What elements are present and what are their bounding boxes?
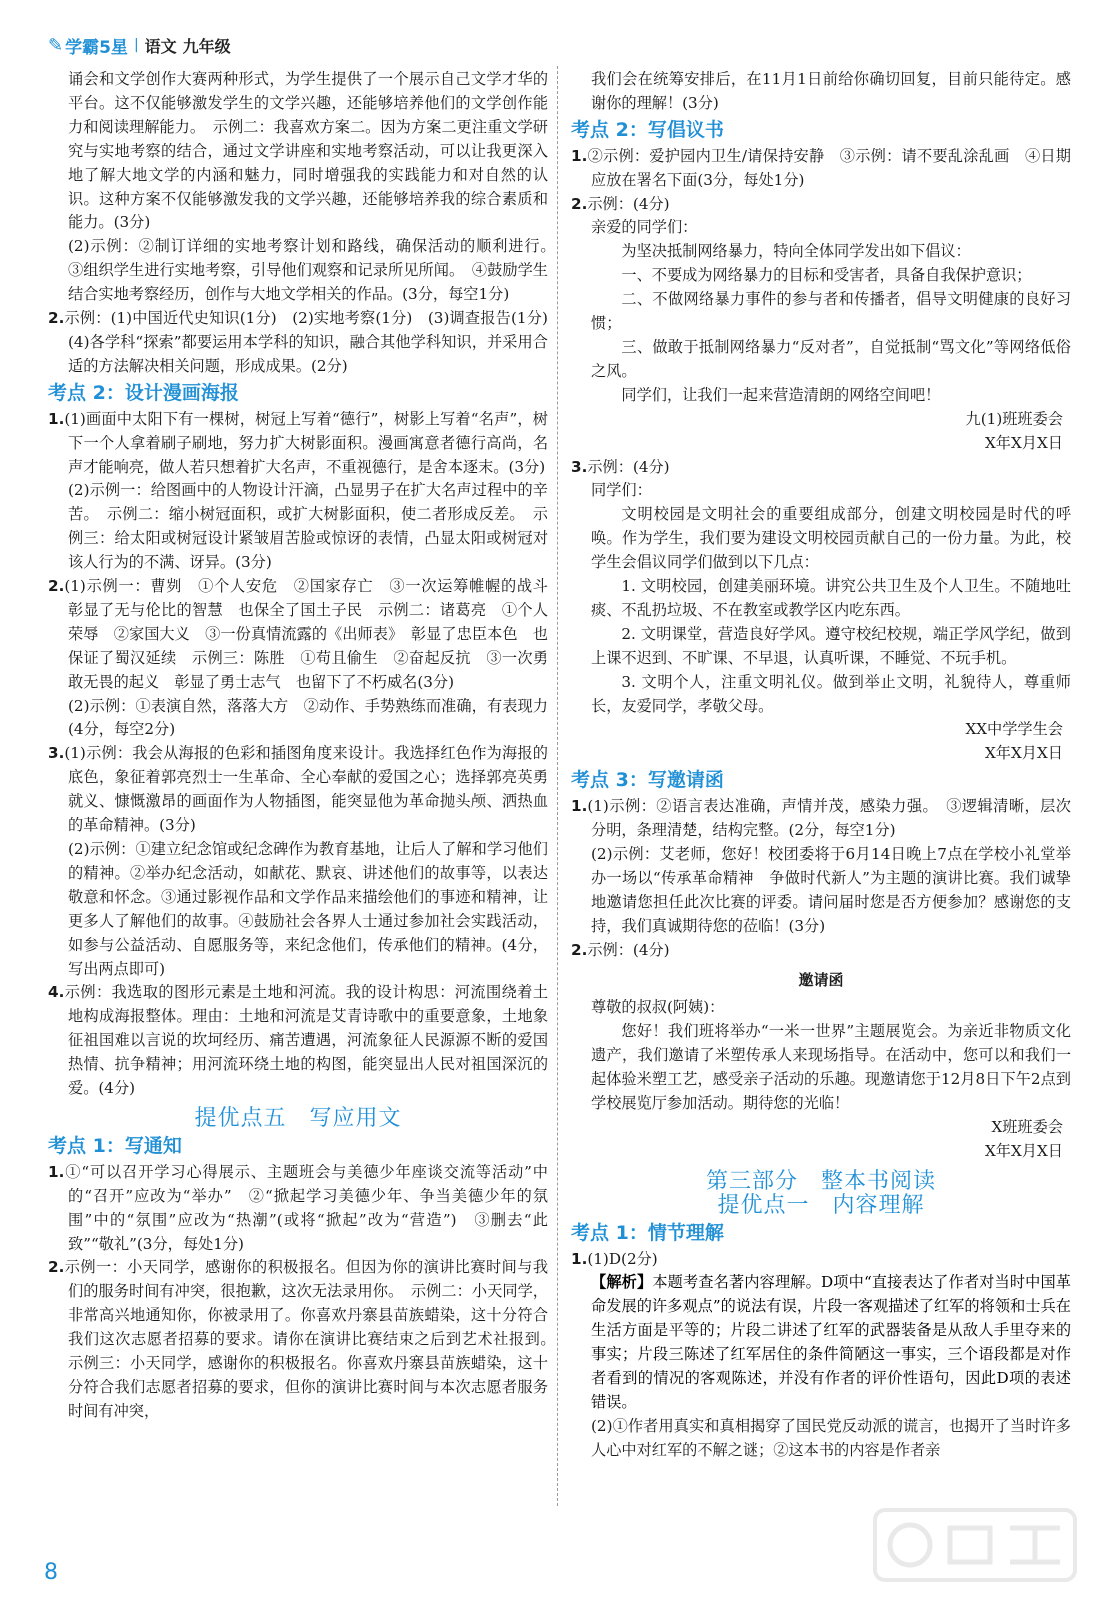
item-number: 2.: [48, 577, 65, 596]
item-text: 示例：(4分): [587, 457, 670, 476]
item-text: (1)示例：我会从海报的色彩和插图角度来设计。我选择红色作为海报的底色，象征着郭亮烈士一生革命、全心奉献的爱国之心；选择郭亮英勇就义、慷慨激昂的画面作为人物插图，能突显他为革命抛头颅、洒热血的革命精神。(3分): [64, 744, 548, 835]
header-separator: |: [133, 37, 139, 53]
item-text: ②示例：爱护园内卫生/请保持安静 ③示例：请不要乱涂乱画 ④日期应放在署名下面(3分，每处1分): [587, 146, 1071, 189]
brand-swoosh-icon: ✎: [48, 34, 64, 56]
right-column: [571, 68, 1071, 1463]
answer-item: [571, 1248, 1071, 1272]
date-line: X年X月X日: [985, 744, 1063, 763]
answer-item: [48, 408, 548, 480]
item-number: 3.: [571, 457, 588, 476]
item-number: 2.: [571, 194, 588, 213]
proposal-paragraph: 3. 文明个人，注重文明礼仪。做到举止文明，礼貌待人，尊重师长，友爱同学，孝敬父母。: [591, 672, 1071, 715]
page-header: [48, 32, 231, 58]
item-number: 4.: [48, 983, 65, 1002]
item-text: 示例：我选取的图形元素是土地和河流。我的设计构思：河流围绕着土地构成海报整体。理由：土地和河流是艾青诗歌中的重要意象，土地象征祖国难以言说的坎坷经历、痛苦遭遇，河流象征人民源源不断的爱国热情、抗争精神；用河流环绕土地的构图，能突显出人民对祖国深沉的爱。(4分): [64, 983, 548, 1098]
answer-item: [48, 1161, 548, 1257]
signature: XX中学学生会: [965, 720, 1063, 739]
item-number: 3.: [48, 744, 65, 763]
item-number: 1.: [48, 1162, 65, 1181]
analysis-block: [571, 1271, 1071, 1414]
left-column: [48, 68, 564, 1424]
item-number: 2.: [48, 309, 65, 328]
answer-sub: (2)示例一：给图画中的人物设计汗滴，凸显男子在扩大名声过程中的辛苦。 示例二：缩小树冠面积，或扩大树影面积，使二者形成反差。 示例三：给太阳或树冠设计紧皱眉苦脸或惊讶的表情，凸显太阳或树冠对该人行为的不满、讶异。(3分): [68, 481, 548, 572]
brand-logo: [48, 33, 128, 58]
item-text: (1)示例一：曹刿 ①个人安危 ②国家存亡 ③一次运筹帷幄的战斗 彰显了无与伦比的智慧 也保全了国土子民 示例二：诸葛亮 ①个人荣辱 ②家国大义 ③一份真情流露的《出师表》 彰显了忠臣本色 也保证了蜀汉延续 示例三：陈胜 ①苟且偷生 ②奋起反抗 ③一次勇敢无畏的起义 彰显了勇士志气 也留下了不朽威名(3分): [64, 577, 564, 691]
item-text: (1)D(2分): [587, 1249, 658, 1268]
answer-item: [571, 193, 1071, 217]
item-number: 1.: [48, 409, 65, 428]
item-text: 示例：(1)中国近代史知识(1分) (2)实地考察(1分) (3)调查报告(1分) (4)各学科“探索”都要运用本学科的知识，融合其他学科知识，并采用合适的方法解决相关问题，形成成果。(2分): [64, 309, 564, 375]
item-text: 示例一：小天同学，感谢你的积极报名。但因为你的演讲比赛时间与我们的服务时间有冲突，很抱歉，这次无法录用你。 示例二：小天同学，非常高兴地通知你，你被录用了。你喜欢丹寨县苗族蜡染，这十分符合我们这次志愿者招募的要求。请你在演讲比赛结束之后到艺术社报到。 示例三：小天同学，感谢你的积极报名。你喜欢丹寨县苗族蜡染，这十分符合我们志愿者招募的要求，但你的演讲比赛时间与本次志愿者服务时间有冲突，: [64, 1258, 564, 1420]
answer-item: [48, 307, 564, 379]
proposal-paragraph: 三、做敢于抵制网络暴力“反对者”，自觉抵制“骂文化”等网络低俗之风。: [591, 337, 1071, 380]
proposal-paragraph: 二、不做网络暴力事件的参与者和传播者，倡导文明健康的良好习惯；: [591, 290, 1071, 333]
item-number: 1.: [571, 146, 588, 165]
answer-item: [571, 145, 1071, 193]
section-heading-kd2: 考点 2：设计漫画海报: [48, 381, 239, 404]
intro-sub-paragraph: (2)示例：②制订详细的实地考察计划和路线，确保活动的顺利进行。 ③组织学生进行实地考察，引导他们观察和记录所见所闻。 ④鼓励学生结合实地考察经历，创作与大地文学相关的作品。(3分，每空1分): [68, 237, 564, 304]
item-text: (1)示例：②语言表达准确，声情并茂，感染力强。 ③逻辑清晰，层次分明，条理清楚，结构完整。(2分，每空1分): [587, 797, 1071, 840]
section-heading-proposal: 考点 2：写倡议书: [571, 118, 724, 141]
answer-item: [48, 1256, 564, 1423]
signature: 九(1)班班委会: [965, 409, 1063, 428]
letter-salutation: 同学们：: [591, 481, 652, 500]
item-number: 2.: [571, 940, 588, 959]
section-heading-plot: 考点 1：情节理解: [571, 1221, 724, 1244]
part-title: 第三部分 整本书阅读: [705, 1168, 936, 1194]
answer-sub: (2)示例：艾老师，您好！校团委将于6月14日晚上7点在学校小礼堂举办一场以“传承革命精神 争做时代新人”为主题的演讲比赛。我们诚挚地邀请您担任此次比赛的评委。请问届时您是否方便参加？感谢您的支持，我们真诚期待您的莅临！(3分): [591, 845, 1071, 935]
proposal-paragraph: 同学们，让我们一起来营造清朗的网络空间吧！: [621, 385, 941, 404]
watermark-logo: [870, 1500, 1080, 1590]
answer-item: [48, 575, 564, 695]
answer-item: [571, 795, 1071, 843]
answer-sub: (2)①作者用真实和真相揭穿了国民党反动派的谎言，也揭开了当时许多人心中对红军的不解之谜；②这本书的内容是作者亲: [591, 1416, 1071, 1459]
item-text: ①“可以召开学习心得展示、主题班会与美德少年座谈交流等活动”中的“召开”应改为“举办” ②“掀起学习美德少年、争当美德少年的氛围”中的“氛围”应改为“热潮”(或将“掀起”改为“营造”) ③删去“此致”“敬礼”(3分，每处1分): [64, 1162, 548, 1253]
section-heading-invitation: 考点 3：写邀请函: [571, 769, 724, 792]
analysis-tag: 【解析】: [591, 1273, 653, 1292]
intro-paragraph: 诵会和文学创作大赛两种形式，为学生提供了一个展示自己文学才华的平台。这不仅能够激发学生的文学兴趣，还能够培养他们的文学创作能力和阅读理解能力。 示例二：我喜欢方案二。因为方案二更注重文学研究与实地考察的结合，通过文学讲座和实地考察活动，可以让我更深入地了解大地文学的内涵和魅力，同时增强我的实践能力和对自然的认识。这种方案不仅能够激发我的文学兴趣，还能够培养我的综合素质和能力。(3分): [68, 70, 548, 232]
column-divider: [557, 66, 558, 1506]
item-text: 示例：(4分): [587, 194, 670, 213]
answer-sub: (2)示例：①表演自然，落落大方 ②动作、手势熟练而准确，有表现力(4分，每空2分): [68, 696, 548, 739]
proposal-paragraph: 一、不要成为网络暴力的目标和受害者，具备自我保护意识；: [621, 266, 1032, 285]
analysis-text: 本题考查名著内容理解。D项中“直接表达了作者对当时中国革命发展的许多观点”的说法有误，片段一客观描述了红军的将领和士兵在生活方面是平等的；片段二讲述了红军的武器装备是从敌人手里夺来的事实；片段三陈述了红军居住的条件简陋这一事实，三个语段都是对作者看到的情况的客观陈述，并没有作者的评价性语句，因此D项的表述错误。: [591, 1273, 1071, 1411]
continued-paragraph: 我们会在统筹安排后，在11月1日前给你确切回复，目前只能待定。感谢你的理解！(3分): [591, 70, 1071, 112]
date-line: X年X月X日: [985, 433, 1063, 452]
letter-salutation: 亲爱的同学们：: [591, 218, 698, 237]
page-number: 8: [44, 1560, 58, 1585]
answer-item: [48, 742, 548, 838]
answer-item: [571, 939, 1071, 963]
item-number: 1.: [571, 1249, 588, 1268]
proposal-paragraph: 为坚决抵制网络暴力，特向全体同学发出如下倡议：: [621, 242, 971, 261]
header-grade: 九年级: [182, 36, 231, 56]
signature: X班班委会: [991, 1117, 1063, 1136]
item-number: 1.: [571, 797, 588, 816]
answer-item: [571, 456, 1071, 480]
proposal-paragraph: 2. 文明课堂，营造良好学风。遵守校纪校规，端正学风学纪，做到上课不迟到、不旷课、不早退，认真听课，不睡觉、不玩手机。: [591, 624, 1071, 667]
part-subtitle: 提优点一 内容理解: [717, 1192, 925, 1218]
item-text: (1)画面中太阳下有一棵树，树冠上写着“德行”，树影上写着“名声”，树下一个人拿着刷子刷地，努力扩大树影面积。漫画寓意者德行高尚，名声才能响亮，做人若只想着扩大名声，不重视德行，是舍本逐末。(3分): [64, 409, 548, 476]
letter-body: 您好！我们班将举办“一米一世界”主题展览会。为亲近非物质文化遗产，我们邀请了米塑传承人来现场指导。在活动中，您可以和我们一起体验米塑工艺，感受亲子活动的乐趣。现邀请您于12月8日下午2点到学校展览厅参加活动。期待您的光临！: [591, 1022, 1071, 1113]
proposal-paragraph: 文明校园是文明社会的重要组成部分，创建文明校园是时代的呼唤。作为学生，我们要为建设文明校园贡献自己的一份力量。为此，校学生会倡议同学们做到以下几点：: [591, 505, 1071, 572]
item-number: 2.: [48, 1258, 65, 1277]
letter-salutation: 尊敬的叔叔(阿姨)：: [591, 998, 725, 1017]
answer-item: [48, 981, 548, 1101]
date-line: X年X月X日: [985, 1141, 1063, 1160]
header-subject: 语文: [144, 36, 177, 56]
section-title-5: 提优点五 写应用文: [194, 1105, 402, 1131]
section-heading-kd1: 考点 1：写通知: [48, 1134, 182, 1157]
item-text: 示例：(4分): [587, 940, 670, 959]
answer-sub: (2)示例：①建立纪念馆或纪念碑作为教育基地，让后人了解和学习他们的精神。②举办纪念活动，如献花、默哀、讲述他们的故事等，以表达敬意和怀念。③通过影视作品和文学作品来描绘他们的事迹和精神，让更多人了解他们的故事。④鼓励社会各界人士通过参加社会实践活动，如参与公益活动、自愿服务等，来纪念他们，传承他们的精神。(4分，写出两点即可): [68, 840, 548, 978]
letter-title: 邀请函: [798, 970, 844, 989]
brand-name: 学霸5星: [65, 37, 128, 58]
proposal-paragraph: 1. 文明校园，创建美丽环境。讲究公共卫生及个人卫生。不随地吐痰、不乱扔垃圾、不在教室或教学区内吃东西。: [591, 577, 1071, 619]
